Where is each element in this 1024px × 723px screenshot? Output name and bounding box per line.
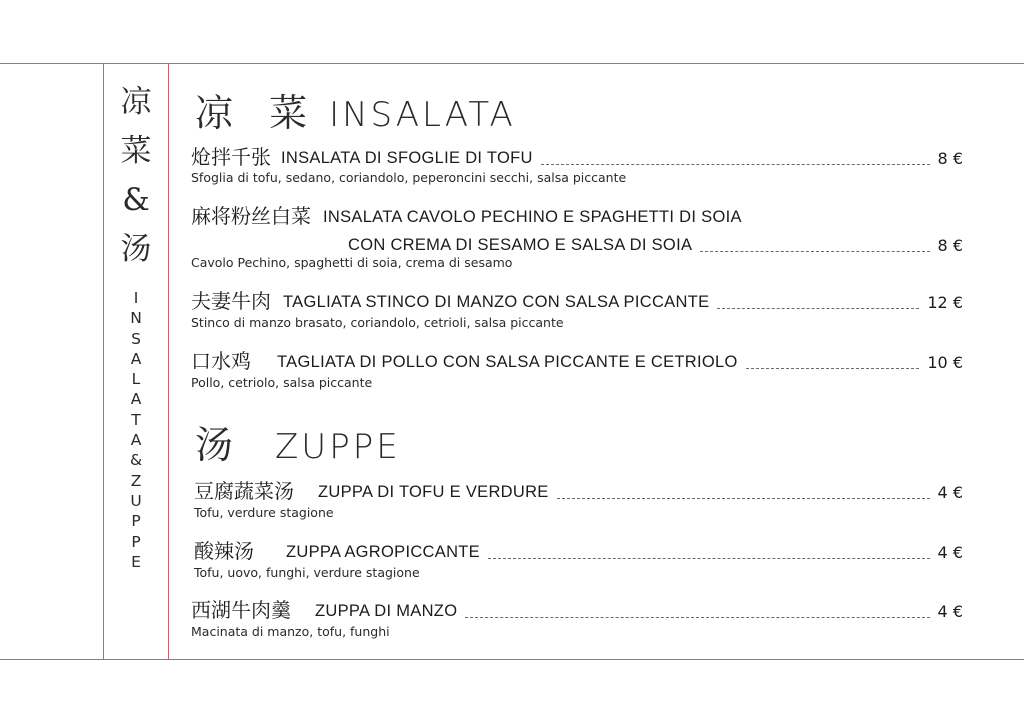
- section-title-insalata: [195, 82, 516, 137]
- sidebar-letter: P: [131, 512, 141, 531]
- dot-leader: [717, 308, 919, 309]
- dish-description: Macinata di manzo, tofu, funghi: [191, 624, 390, 639]
- sidebar-letter: I: [133, 289, 139, 307]
- sidebar-letter: A: [130, 349, 142, 368]
- dish-name-it: TAGLIATA DI POLLO CON SALSA PICCANTE E CETRIOLO: [277, 353, 738, 371]
- dish-name-it-line2: CON CREMA DI SESAMO E SALSA DI SOIA: [348, 236, 693, 254]
- section-title-it: INSALATA: [329, 95, 516, 135]
- dot-leader: [557, 498, 930, 499]
- sidebar-right-line: [168, 63, 169, 659]
- dot-leader: [541, 164, 930, 165]
- menu-item: [194, 536, 963, 564]
- section-title-cn: 凉 菜: [195, 91, 320, 135]
- dish-name-cn: 麻将粉丝白菜: [191, 204, 311, 228]
- sidebar-vertical-title: [104, 288, 168, 572]
- sidebar-letter: T: [131, 410, 141, 429]
- sidebar-letter: S: [131, 329, 141, 348]
- dish-description: Tofu, verdure stagione: [194, 505, 334, 520]
- sidebar-letter: Z: [130, 471, 142, 490]
- dish-name-it: INSALATA CAVOLO PECHINO E SPAGHETTI DI SOIA: [323, 208, 742, 226]
- section-title-zuppe: [195, 414, 401, 469]
- dish-name-it: ZUPPA AGROPICCANTE: [286, 543, 480, 561]
- dish-description: Stinco di manzo brasato, coriandolo, cetrioli, salsa piccante: [191, 315, 564, 330]
- sidebar-cn-char: 凉: [120, 84, 152, 120]
- dish-description: Pollo, cetriolo, salsa piccante: [191, 375, 373, 390]
- dot-leader: [465, 617, 929, 618]
- sidebar-cn-char: &: [122, 182, 150, 218]
- dish-name-it: ZUPPA DI MANZO: [315, 602, 458, 620]
- sidebar-letter: A: [130, 390, 142, 409]
- dish-price: 12 €: [927, 293, 963, 312]
- dish-price: 10 €: [927, 353, 963, 372]
- dish-price: 4 €: [937, 483, 963, 502]
- dish-name-it: TAGLIATA STINCO DI MANZO CON SALSA PICCANTE: [283, 293, 710, 311]
- menu-item-continued: [348, 229, 963, 257]
- sidebar-letter: E: [131, 552, 141, 571]
- dish-name-it: INSALATA DI SFOGLIE DI TOFU: [281, 149, 533, 167]
- dish-name-cn: 口水鸡: [191, 349, 251, 373]
- menu-item-title: [191, 201, 742, 229]
- menu-item: [191, 346, 963, 374]
- menu-item: [191, 286, 963, 314]
- dot-leader: [746, 368, 920, 369]
- dish-description: Tofu, uovo, funghi, verdure stagione: [194, 565, 420, 580]
- sidebar-letter: P: [131, 532, 141, 551]
- dish-name-cn: 炝拌千张: [191, 145, 271, 169]
- dot-leader: [700, 251, 929, 252]
- dot-leader: [488, 558, 930, 559]
- menu-item: [191, 595, 963, 623]
- sidebar-letter: U: [130, 491, 142, 510]
- dish-price: 8 €: [937, 149, 963, 168]
- top-border-line: [0, 63, 1024, 64]
- section-title-cn: 汤: [195, 423, 246, 467]
- dish-name-cn: 西湖牛肉羹: [191, 598, 291, 622]
- sidebar-letter: L: [131, 370, 141, 389]
- dish-name-cn: 酸辣汤: [194, 539, 254, 563]
- sidebar-chinese-title: [104, 78, 168, 274]
- menu-item: [194, 476, 963, 504]
- dish-price: 4 €: [937, 543, 963, 562]
- section-title-it: ZUPPE: [275, 427, 401, 467]
- dish-price: 4 €: [937, 602, 963, 621]
- menu-item: [191, 142, 963, 170]
- bottom-border-line: [0, 659, 1024, 660]
- dish-name-it: ZUPPA DI TOFU E VERDURE: [318, 483, 549, 501]
- sidebar-letter: N: [130, 309, 142, 328]
- sidebar-cn-char: 汤: [120, 231, 152, 267]
- dish-name-cn: 豆腐蔬菜汤: [194, 479, 294, 503]
- sidebar-letter: A: [130, 431, 142, 450]
- dish-price: 8 €: [937, 236, 963, 255]
- dish-description: Sfoglia di tofu, sedano, coriandolo, peperoncini secchi, salsa piccante: [191, 170, 627, 185]
- dish-description: Cavolo Pechino, spaghetti di soia, crema di sesamo: [191, 255, 513, 270]
- sidebar-letter: &: [129, 451, 143, 470]
- sidebar-cn-char: 菜: [120, 133, 152, 169]
- dish-name-cn: 夫妻牛肉: [191, 289, 271, 313]
